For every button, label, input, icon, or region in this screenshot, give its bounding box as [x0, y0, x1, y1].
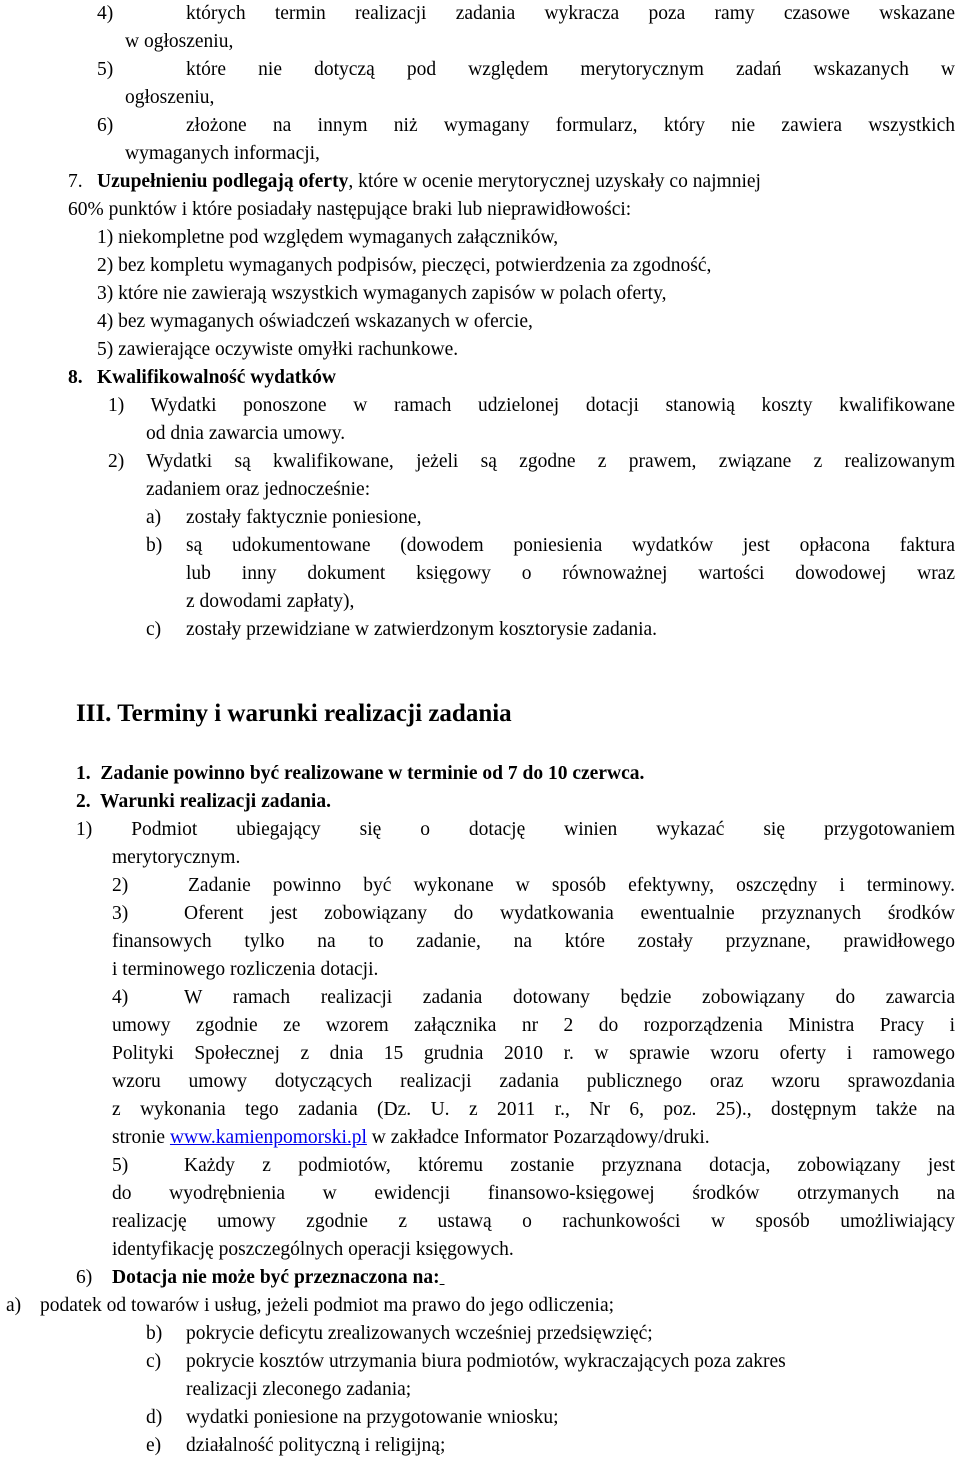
condition-title-text: Dotacja nie może być przeznaczona na: — [112, 1267, 440, 1288]
sublist-text: zostały faktycznie poniesione, — [186, 507, 422, 528]
website-link[interactable]: www.kamienpomorski.pl — [169, 1127, 367, 1148]
list-item-text: złożone na innym niż wymagany formularz, który nie zawiera wszystkich — [186, 115, 955, 136]
exclusion-num: d) — [146, 1407, 163, 1428]
paragraph-text: 60% punktów i które posiadały następujące braki lub nieprawidłowości: — [68, 199, 632, 220]
condition-text: finansowych tylko na to zadanie, na które zostały przyznane, prawidłowego — [112, 931, 955, 952]
condition-text-part: stronie — [112, 1127, 170, 1148]
condition-text: Polityki Społecznej z dnia 15 grudnia 2010 r. w sprawie wzoru oferty i ramowego — [112, 1043, 955, 1064]
condition-text-part: w zakładce Informator Pozarządowy/druki. — [366, 1127, 710, 1148]
sublist-num: b) — [146, 535, 163, 556]
exclusion-num: b) — [146, 1323, 163, 1344]
list-item-text: 1) Wydatki ponoszone w ramach udzielonej dotacji stanowią koszty kwalifikowane — [108, 395, 955, 416]
list-item: 4) bez wymaganych oświadczeń wskazanych w ofercie, — [97, 311, 533, 332]
sublist-text: z dowodami zapłaty), — [186, 591, 355, 612]
condition-num: 6) — [76, 1267, 93, 1288]
condition-text: umowy zgodnie ze wzorem załącznika nr 2 do rozporządzenia Ministra Pracy i — [112, 1015, 955, 1036]
exclusion-num: e) — [146, 1435, 162, 1456]
list-item: 2) bez kompletu wymaganych podpisów, pieczęci, potwierdzenia za zgodność, — [97, 255, 712, 276]
list-item-text: które nie dotyczą pod względem merytorycznym zadań wskazanych w — [186, 59, 955, 80]
condition-text: Zadanie powinno być wykonane w sposób efektywny, oszczędny i terminowy. — [188, 875, 955, 896]
list-item-text: wymaganych informacji, — [125, 143, 320, 164]
section-heading: III. Terminy i warunki realizacji zadania — [76, 700, 512, 727]
list-item-text: od dnia zawarcia umowy. — [146, 423, 346, 444]
list-item: 1) niekompletne pod względem wymaganych załączników, — [97, 227, 559, 248]
list-item: 3) które nie zawierają wszystkich wymaganych zapisów w polach oferty, — [97, 283, 667, 304]
exclusion-num: a) — [6, 1295, 22, 1316]
condition-text: wzoru umowy dotyczących realizacji zadania publicznego oraz wzoru sprawozdania — [112, 1071, 955, 1092]
condition-title — [112, 1264, 445, 1292]
list-item-num: 5) — [97, 59, 114, 80]
condition-text: z wykonania tego zadania (Dz. U. z 2011 r., Nr 6, poz. 25)., dostępnym także na — [112, 1099, 955, 1120]
condition-text — [112, 1124, 710, 1152]
condition-text: identyfikację poszczególnych operacji księgowych. — [112, 1239, 514, 1260]
condition-text: Oferent jest zobowiązany do wydatkowania ewentualnie przyznanych środków — [184, 903, 955, 924]
section-item: 2. Warunki realizacji zadania. — [76, 791, 331, 812]
paragraph-number: 7. — [68, 171, 83, 192]
condition-num: 3) — [112, 903, 129, 924]
sublist-num: a) — [146, 507, 162, 528]
condition-num: 4) — [112, 987, 129, 1008]
sublist-text: lub inny dokument księgowy o równoważnej wartości dowodowej wraz — [186, 563, 955, 584]
condition-text: do wyodrębnienia w ewidencji finansowo-księgowej środków otrzymanych na — [112, 1183, 955, 1204]
exclusion-text: podatek od towarów i usług, jeżeli podmiot ma prawo do jego odliczenia; — [40, 1295, 615, 1316]
exclusion-text: pokrycie deficytu zrealizowanych wcześniej przedsięwzięć; — [186, 1323, 653, 1344]
list-item-text: których termin realizacji zadania wykracza poza ramy czasowe wskazane — [186, 3, 955, 24]
condition-text: Każdy z podmiotów, któremu zostanie przyznana dotacja, zobowiązany jest — [184, 1155, 955, 1176]
condition-text: realizację umowy zgodnie z ustawą o rachunkowości w sposób umożliwiający — [112, 1211, 955, 1232]
list-item: 5) zawierające oczywiste omyłki rachunkowe. — [97, 339, 459, 360]
list-item-text: zadaniem oraz jednocześnie: — [146, 479, 371, 500]
condition-text: W ramach realizacji zadania dotowany będzie zobowiązany do zawarcia — [184, 987, 955, 1008]
exclusion-text: wydatki poniesione na przygotowanie wniosku; — [186, 1407, 559, 1428]
list-item-text: 2) Wydatki są kwalifikowane, jeżeli są zgodne z prawem, związane z realizowanym — [108, 451, 955, 472]
paragraph-line — [97, 168, 955, 196]
exclusion-text: realizacji zleconego zadania; — [186, 1379, 412, 1400]
paragraph-title: Kwalifikowalność wydatków — [97, 367, 336, 388]
condition-text: i terminowego rozliczenia dotacji. — [112, 959, 379, 980]
exclusion-text: pokrycie kosztów utrzymania biura podmiotów, wykraczających poza zakres — [186, 1351, 786, 1372]
list-item-num: 6) — [97, 115, 114, 136]
condition-text: 1) Podmiot ubiegający się o dotację winien wykazać się przygotowaniem — [76, 819, 955, 840]
sublist-text: zostały przewidziane w zatwierdzonym kosztorysie zadania. — [186, 619, 658, 640]
sublist-text: są udokumentowane (dowodem poniesienia wydatków jest opłacona faktura — [186, 535, 955, 556]
list-item-text: ogłoszeniu, — [125, 87, 215, 108]
paragraph-text: , które w ocenie merytorycznej uzyskały co najmniej — [348, 171, 761, 192]
exclusion-text: działalność polityczną i religijną; — [186, 1435, 446, 1456]
condition-num: 2) — [112, 875, 129, 896]
paragraph-bold-lead: Uzupełnieniu podlegają oferty — [97, 171, 349, 192]
list-item-text: w ogłoszeniu, — [125, 31, 234, 52]
list-item-num: 4) — [97, 3, 114, 24]
sublist-num: c) — [146, 619, 162, 640]
exclusion-num: c) — [146, 1351, 162, 1372]
condition-text: merytorycznym. — [112, 847, 241, 868]
condition-num: 5) — [112, 1155, 129, 1176]
section-item: 1. Zadanie powinno być realizowane w terminie od 7 do 10 czerwca. — [76, 763, 645, 784]
paragraph-number: 8. — [68, 367, 83, 388]
